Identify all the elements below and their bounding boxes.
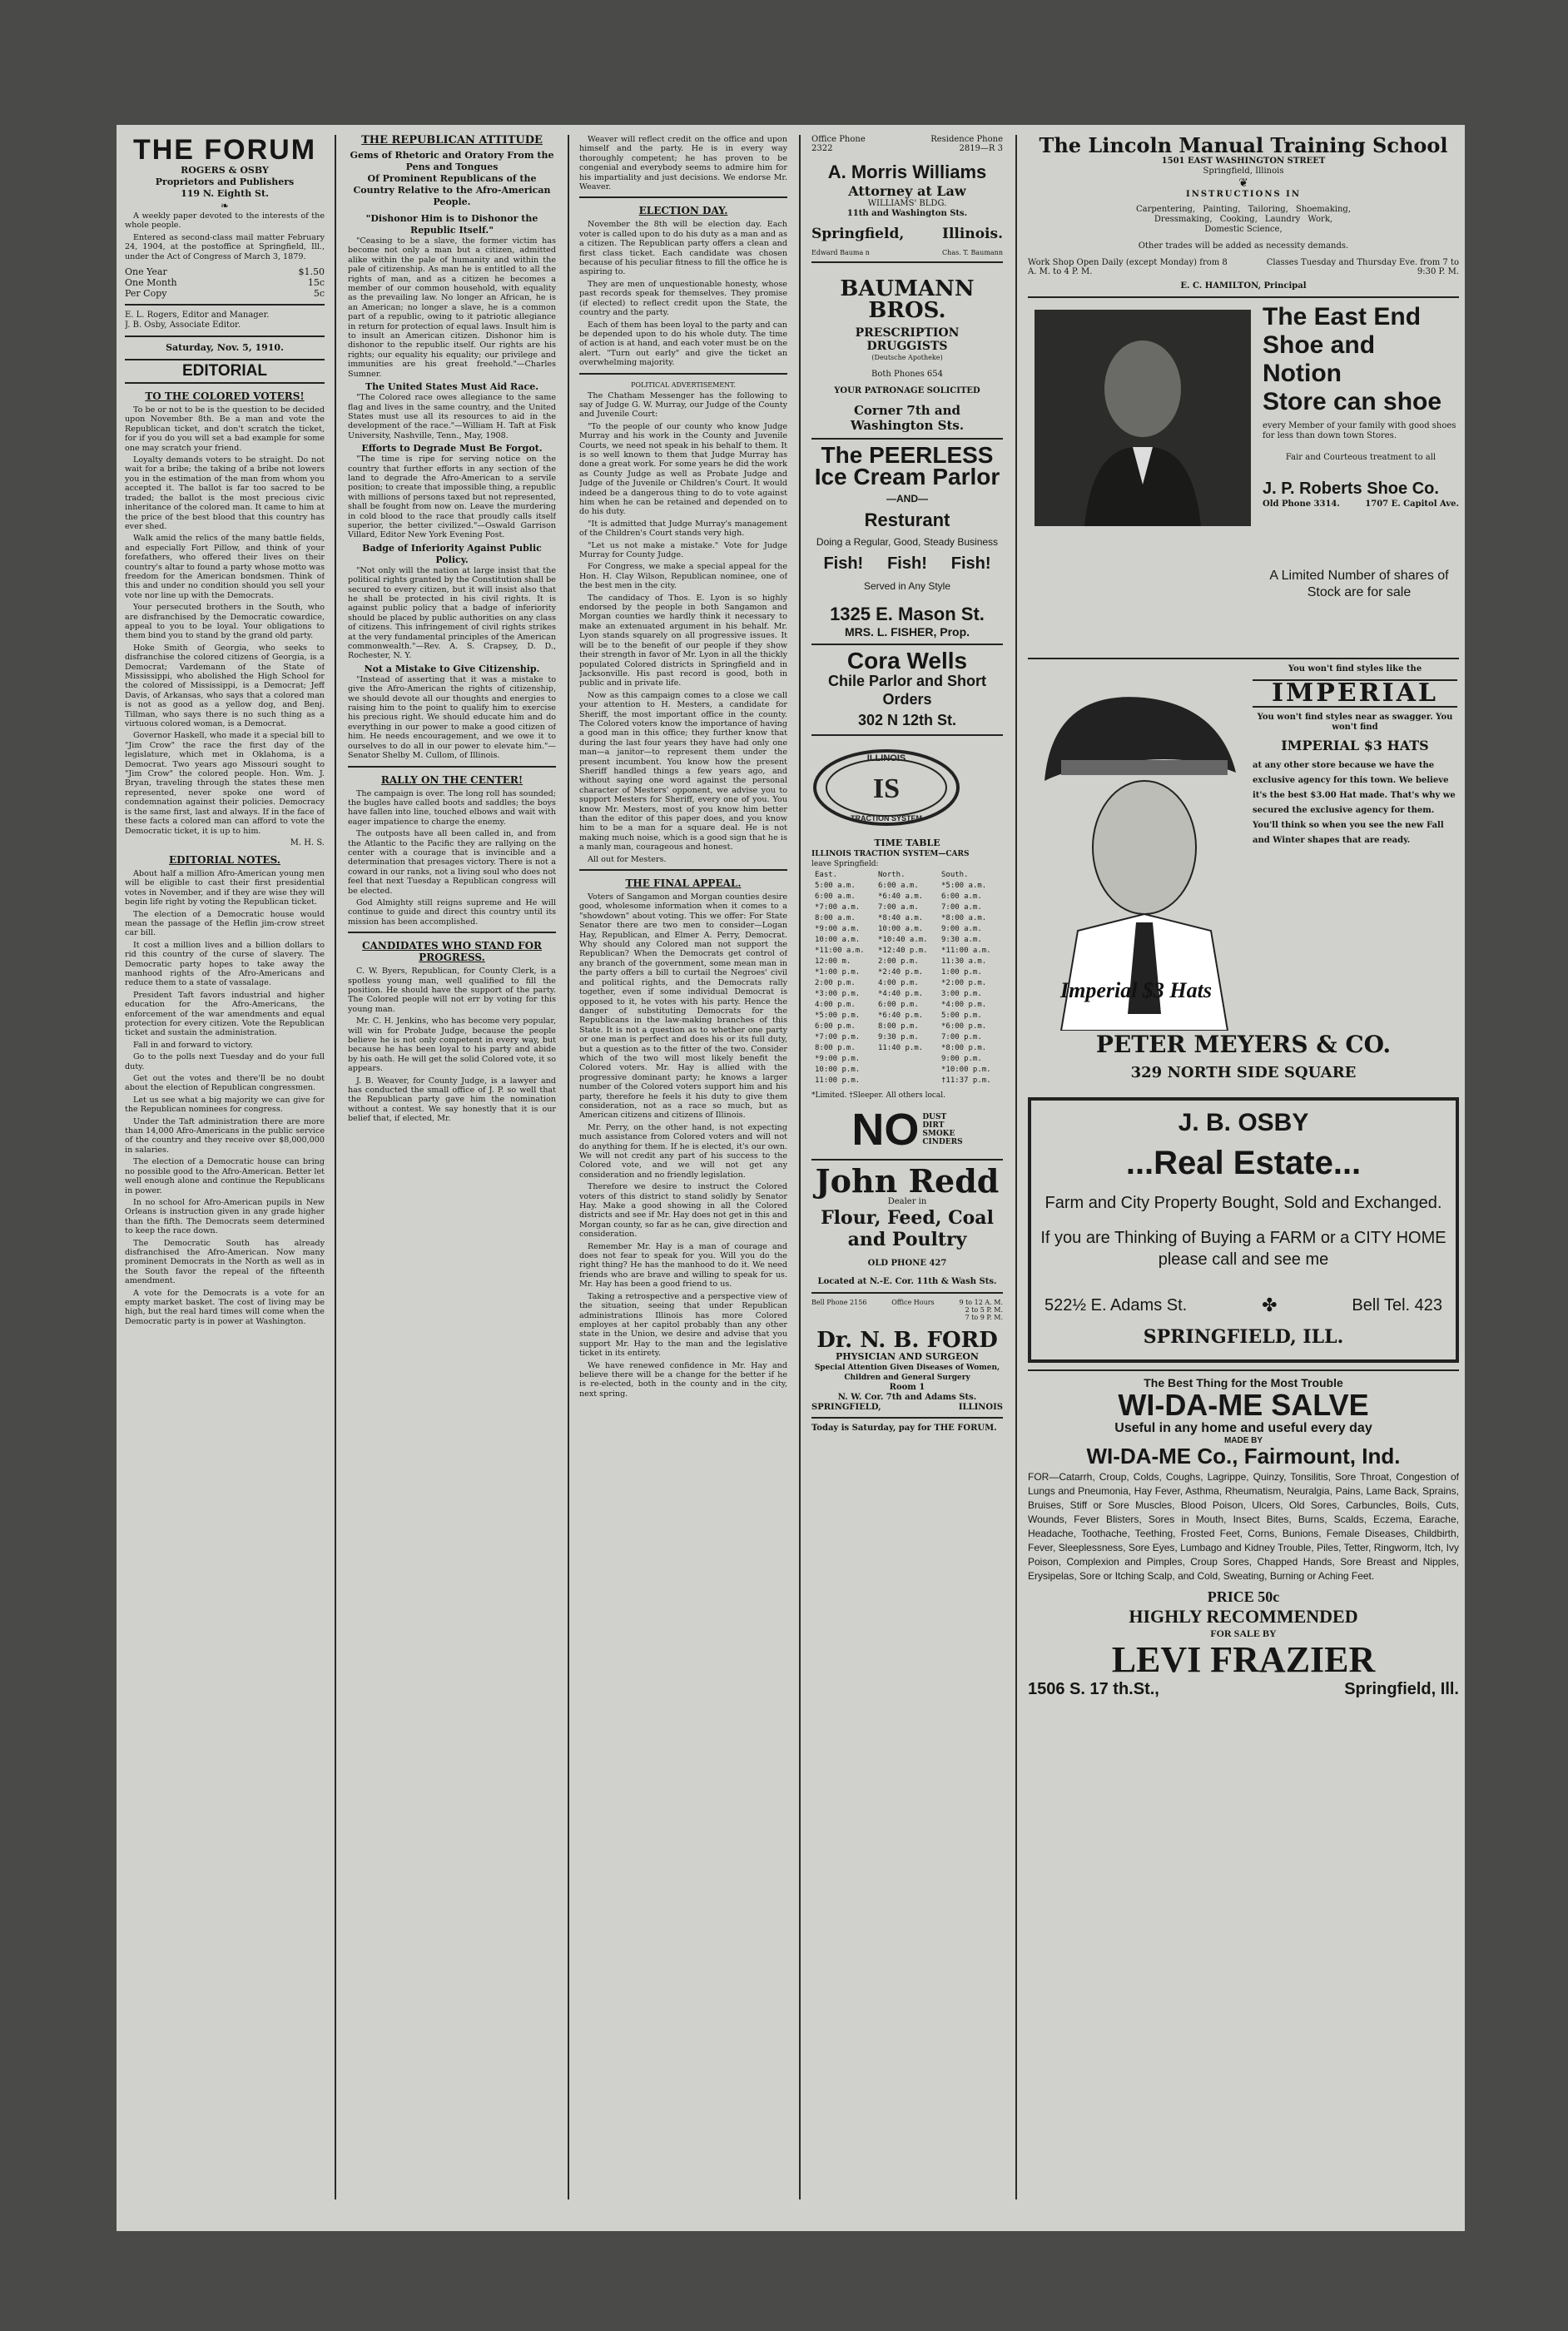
logo-bottom-text: TRACTION SYSTEM (850, 814, 923, 823)
time-table-row (813, 990, 1001, 999)
time-table-row (813, 947, 1001, 956)
today-notice: Today is Saturday, pay for THE FORUM. (811, 1424, 997, 1433)
time-table-cell: 6:00 a.m. (941, 892, 982, 901)
article-title: ELECTION DAY. (638, 205, 728, 217)
article-paragraph: "It is admitted that Judge Murray's management of the Children's Court stands very high. (579, 519, 787, 539)
divider (125, 335, 325, 337)
divider (811, 644, 1003, 645)
article-title: THE FINAL APPEAL. (625, 877, 742, 890)
divider (1028, 1369, 1459, 1371)
time-table-cell: 9:30 p.m. (878, 1033, 919, 1041)
article-paragraph: Your persecuted brothers in the South, who are disfranchised by the Democratic cowardice, appeal to you to be loyal. Your obligations to them bind you to stand by the grand old party. (125, 603, 325, 641)
article-paragraph: Governor Haskell, who made it a special bill to "Jim Crow" the race the first day of the legislature, which met in Oklahoma, is a Democrat. Two years ago Missouri sought to "Jim Crow" the colored people. Hon. Wm. J. Bryan, traveling through the states these men represented, never spoke one word of condemnation against their policies. Democracy is the same first, last and always. If in the face of these facts a colored man can afford to vote the Democratic ticket, it is up to him. (125, 731, 325, 836)
time-table-cell: 2:00 p.m. (815, 979, 856, 987)
fleuron-icon: ✤ (1262, 1295, 1278, 1316)
editorial-heading: EDITORIAL (125, 359, 325, 384)
time-table-cell: 1:00 p.m. (941, 968, 982, 977)
article-paragraph: Remember Mr. Hay is a man of courage and does not fear to speak for you. Will you do the right thing? He has the manhood to do it. We need friends who are brave and willing to speak for us. Mr. Hay has been a good friend to us. (579, 1241, 787, 1290)
time-table-body (813, 882, 1001, 1086)
time-table-cell: 5:00 p.m. (941, 1011, 982, 1020)
article-title: TO THE COLORED VOTERS! (145, 390, 305, 403)
time-table-cell: *9:00 a.m. (815, 925, 861, 933)
article-paragraph: Therefore we desire to instruct the Colored voters of this district to stand solidly by Senator Hay. Make a good showing in all the Colored districts and see if Mr. Hay does not get in this and Morgan county, so far as he can, give direction and consideration. (579, 1182, 787, 1240)
article-paragraph: The outposts have all been called in, and from the Atlantic to the Pacific they are rallying on the center with a courage that is invincible and a determination that presages victory. There is not a coward in our ranks, not a living soul who does not feel that next Tuesday a Republican congress will be elected. (348, 829, 556, 896)
article-paragraph: All out for Mesters. (588, 854, 667, 864)
time-table-cell: *8:00 a.m. (941, 914, 987, 922)
time-table-cell: *2:40 p.m. (878, 968, 924, 977)
time-table-cell (876, 1076, 938, 1086)
subscription-rates (125, 266, 325, 299)
time-table-cell: *9:00 p.m. (815, 1055, 861, 1063)
time-table-row (813, 979, 1001, 988)
column-1 (125, 135, 325, 2199)
article-paragraph: For Congress, we make a special appeal for the Hon. H. Clay Wilson, Republican nominee, one of the best men in the city. (579, 562, 787, 591)
time-table-cell: 8:00 a.m. (815, 914, 856, 922)
time-table-cell: 8:00 p.m. (878, 1022, 919, 1031)
time-table-cell: 9:00 p.m. (941, 1055, 982, 1063)
article-title: Efforts to Degrade Must Be Forgot. (361, 443, 543, 455)
williams-ad: A. Morris Williams Attorney at Law WILLIAMS' BLDG. 11th and Washington Sts. Springfield, Illinois. (811, 162, 1003, 242)
ford-ad: Bell Phone 2156 Office Hours 9 to 12 A. M. 2 to 5 P. M. 7 to 9 P. M. Dr. N. B. FORD PHYSICIAN AND SURGEON Special Attention Given Diseases of Women, Children and General Surgery Room 1 N. W. Cor. 7th and Adams Sts. SPRINGFIELD, ILLINOIS (811, 1299, 1003, 1412)
note-paragraph: The Democratic South has already disfranchised the Afro-American. Now many prominent Democrats in the North as well as in the South favor the repeal of the fifteenth amendment. (125, 1238, 325, 1286)
imperial-logo-text: Imperial $3 Hats (1059, 978, 1213, 1002)
ad-name: Dr. N. B. FORD (816, 1328, 998, 1353)
phone-labels: Office Phone Residence Phone (811, 135, 1003, 144)
time-table-cell: *11:00 a.m. (815, 947, 865, 955)
peerless-ad: The PEERLESS Ice Cream Parlor —AND— Resturant Doing a Regular, Good, Steady Business Fish! Fish! Fish! Served in Any Style 1325 E. Mason St. MRS. L. FISHER, Prop. (811, 445, 1003, 639)
time-table-cell: *11:00 a.m. (941, 947, 991, 955)
bauman-names: Edward Bauma n Chas. T. Baumann (811, 249, 1003, 256)
rate-row: Per Copy 5c (125, 288, 325, 300)
article-paragraph: Voters of Sangamon and Morgan counties desire good, wholesome information when it comes to a "showdown" about voting. This we offer: For State Senator there are two men to consider—Logan Hay, Republican, and Elmer A. Perry, Democrat. Why should any Colored man not support the Republican? When the Democrats get control of any branch of the government, some mean man in the party offers a bill to curtail the Negroes' civil and political rights, and the Democrats rally together, even if some individual Democrat is opposed to it, he votes with his party. Hence the danger of substituting Democrats for the Republicans in the law-making branches of this State. It is not a question as to whether one party or one man is perfect and does his or its full duty, but a question as to the fitter of the two. Consider which of the two will most likely benefit the Colored voters. Mr. Hay is allied with the progressive dominant party; he knows a larger number of the Colored voters support him and his party, therefore he feels it his duty to give them consideration, not as a race so much, but as American citizens and citizens of Illinois. (579, 892, 787, 1121)
divider (811, 1417, 1003, 1419)
article-subtitle: Gems of Rhetoric and Oratory From the Pens and Tongues (350, 150, 554, 172)
article-paragraph: J. B. Weaver, for County Judge, is a lawyer and has conducted the small office of J. P. so well that the Republican party gave him the nomination without a contest. We say honestly that it is our belief that, if elected, Mr. (348, 1076, 556, 1124)
column-rule (335, 135, 336, 2199)
article-paragraph: God Almighty still reigns supreme and He will continue to guide and direct this country until its mission has been accomplished. (348, 897, 556, 927)
time-table-cell: 11:00 p.m. (815, 1076, 861, 1085)
time-table-row (813, 925, 1001, 934)
time-table-cell: 4:00 p.m. (815, 1001, 856, 1009)
time-table: East. North. South. 5:00 a.m. 6:00 a.m. *5:00 a.m. 6:00 a.m. *6:40 a.m. 6:00 a.m. *7:00 a.m. 7:00 a.m. 7:00 a.m. 8:00 a.m. *8:40 a.m. *8:00 a.m. *9:00 a.m. 10:00 a.m. 9:00 a.m. 10:00 a.m. *10:40 a.m. 9:30 a.m. *11:00 a.m. *12:40 p.m. *11:00 a.m. 12:00 m. 2:00 p.m. 11:30 a.m. *1:00 p.m. *2:40 p.m. 1:00 p.m. 2:00 p.m. 4:00 p.m. *2:00 p.m. *3:00 p.m. *4:40 p.m. 3:00 p.m. 4:00 p.m. 6:00 p.m. *4:00 p.m. *5:00 p.m. *6:40 p.m. 5:00 p.m. 6:00 p.m. 8:00 p.m. *6:00 p.m. *7:00 p.m. 9:30 p.m. 7:00 p.m. 8:00 p.m. 11:40 p.m. *8:00 p.m. *9:00 p.m. 9:00 p.m. 10:00 p.m. *10:00 p.m. 11:00 p.m. †11:37 p.m. (811, 869, 1003, 1087)
divider (579, 869, 787, 871)
signature: M. H. S. (290, 837, 325, 847)
logo-top-text: ILLINOIS (866, 753, 906, 763)
time-table-cell: 12:00 m. (815, 957, 851, 966)
article-paragraph: C. W. Byers, Republican, for County Clerk, is a spotless young man, well qualified to fill the position. He should have the support of the party. The Colored people will not err by voting for this young man. (348, 967, 556, 1014)
masthead-role: Proprietors and Publishers (155, 176, 295, 187)
column-4: Office Phone Residence Phone 2322 2819—R 3 A. Morris Williams Attorney at Law WILLIAMS' BLDG. 11th and Washington Sts. Springfield, Illinois. Edward Bauma n Chas. T. Baumann BAUMANN BROS. PRESCRIPTION DRUGGISTS (Deutsche Apotheke) Both Phones 654 YOUR PATRONAGE SOLICITED Corner 7th and Washington Sts. The PEERLESS Ice Cream Parlor —AND— Resturant Doing a Regular, Good, Steady Business Fish! Fish! Fish! Served in Any Style 1325 E. Mason St. MRS. L. FISHER, Prop. Cora Wells Chile Parlor and Short Orders 302 N 12th St. ILLINOIS IS TRACTION SYSTEM TIME TABLE ILLINOIS TRACTION SYSTEM—CARS leave Springfield: East. North. South. 5:00 a.m. 6:00 a.m. *5:00 a.m. 6:00 a.m. *6:40 a.m. 6:00 a.m. *7:00 a.m. 7:00 a.m. 7:00 a.m. 8:00 a.m. *8:40 a.m. *8:00 a.m. *9:00 a.m. 10:00 a.m. 9:00 a.m. 10:00 a.m. *10:40 a.m. 9:30 a.m. *11:00 a.m. *12:40 p.m. *11:00 a.m. 12:00 m. 2:00 p.m. 11:30 a.m. *1:00 p.m. *2:40 p.m. 1:00 p.m. 2:00 p.m. 4:00 p.m. *2:00 p.m. *3:00 p.m. *4:40 p.m. 3:00 p.m. 4:00 p.m. 6:00 p.m. *4:00 p.m. *5:00 p.m. *6:40 p.m. 5:00 p.m. 6:00 p.m. 8:00 p.m. *6:00 p.m. *7:00 p.m. 9:30 p.m. 7:00 p.m. 8:00 p.m. 11:40 p.m. *8:00 p.m. *9:00 p.m. 9:00 p.m. 10:00 p.m. *10:00 p.m. 11:00 p.m. †11:37 p.m. *Limited. †Sleeper. All others local. NO DUST DIRT SMOKE CINDERS John Redd Dealer in Flour, Feed, Coal and Poultry OLD PHONE 427 Located at N.-E. Cor. 11th & Wash Sts. Bell Phone 2156 Office Hours 9 to 12 A. M. 2 to 5 P. M. 7 to 9 P. M. Dr. N. B. FORD PHYSICIAN AND SURGEON Special Attention Given Diseases of Women, Children and General Surgery Room 1 N. W. Cor. 7th and Adams Sts. SPRINGFIELD, ILLINOIS Today is Saturday, pay for THE FORUM. (811, 135, 1003, 1433)
issue-date: Saturday, Nov. 5, 1910. (166, 342, 284, 354)
divider (579, 196, 787, 198)
time-table-title: TIME TABLE (874, 837, 940, 848)
time-table-row (813, 1001, 1001, 1010)
note-paragraph: President Taft favors industrial and higher education for the Afro-Americans, the enforcement of the war amendments and equal protection for every citizen. Vote the Republican ticket and sustain the administration. (125, 990, 325, 1038)
time-table-cell: 10:00 p.m. (815, 1066, 861, 1074)
time-table-cell (876, 1066, 938, 1075)
editor-line: E. L. Rogers, Editor and Manager. (125, 311, 270, 321)
time-table-cell (876, 1055, 938, 1064)
time-table-row (813, 1055, 1001, 1064)
article-paragraph: "Not only will the nation at large insist that the political rights granted by the Constitution shall be secured to every citizen, but it will insist also that he shall be protected in his civil rights. It is against public policy that a badge of inferiority should be placed by public authorities on any class of citizens. This infringement of civil rights strikes at the very fundamental principles of the American commonwealth."—Rev. A. S. Crapsey, D. D., Rochester, N. Y. (348, 565, 556, 661)
cora-wells-ad: Cora Wells Chile Parlor and Short Orders 302 N 12th St. (811, 650, 1003, 729)
wi-da-me-salve-ad: The Best Thing for the Most Trouble WI-DA-ME SALVE Useful in any home and useful every day MADE BY WI-DA-ME Co., Fairmount, Ind. FOR—Catarrh, Croup, Colds, Coughs, Lagrippe, Quinzy, Tonsilitis, Sore Throat, Congestion of Lungs and Pneumonia, Hay Fever, Asthma, Rheumatism, Neuralgia, Pains, Lame Back, Sprains, Bruises, Stiff or Sore Muscles, Blood Poison, Ulcers, Old Sores, Carbuncles, Boils, Cuts, Wounds, Fever Blisters, Sores in Mouth, Insect Bites, Burns, Scalds, Eczema, Earache, Headache, Toothache, Teething, Frosted Feet, Corns, Bunions, Female Diseases, Childbirth, Fever, Sleeplessness, Sore Eyes, Lumbago and Kidney Trouble, Piles, Tetter, Ringworm, Itch, Ivy Poison, Complexion and Pimples, Croup Sores, Chapped Hands, Sore Breast and Nipples, Erysipelas, Sore or Itching Scalp, and Cold, Sweating, Burning or Aching Feet. PRICE 50c HIGHLY RECOMMENDED FOR SALE BY LEVI FRAZIER 1506 S. 17 th.St., Springfield, Ill. (1028, 1376, 1459, 1698)
divider (811, 1292, 1003, 1294)
article-paragraph: "Instead of asserting that it was a mistake to give the Afro-American the rights of citizenship, we should devote all our thoughts and energies to raising him to the point to qualify him to exercise his precious right. We should educate him and do everything in our power to make a good citizen of him. He needs encouragement, and we owe it to ourselves to do all in our power to elevate him."—Senator Shelby M. Cullom, of Illinois. (348, 674, 556, 761)
article-paragraph: "Ceasing to be a slave, the former victim has become not only a man but a citizen, admitted alike within the pale of humanity and within the pale of citizenship. As man he is entitled to all the rights of man, and as a citizen he becomes a member of our common household, with equality as the prevailing law. No longer an African, he is an American; no longer a slave, he is a common part of a republic, owing to it patriotic allegiance in return for protection of equal laws. Insult him is to insult an American citizen. Dishonor him is dishonor to the republic itself. Our rights are his rights; our equality his equality; our privilege and immunities are his great freehold."—Charles Sumner. (348, 236, 556, 379)
article-title: The United States Must Aid Race. (365, 381, 539, 393)
time-table-cell: 9:00 a.m. (941, 925, 982, 933)
time-table-row (813, 957, 1001, 967)
ad-name: A. Morris Williams (827, 162, 987, 182)
ad-name: J. B. OSBY (1178, 1109, 1309, 1136)
divider (1028, 296, 1459, 298)
note-paragraph: Under the Taft administration there are more than 14,000 Afro-Americans in the public service of the country and they receive over $8,000,000 in salaries. (125, 1116, 325, 1155)
time-table-cell: 6:00 p.m. (815, 1022, 856, 1031)
note-paragraph: In no school for Afro-American pupils in New Orleans is instruction given in any grade higher than the fifth. The Democrats seem determined to keep the race down. (125, 1197, 325, 1236)
masthead-entered: Entered as second-class mail matter February 24, 1904, at the postoffice at Springfield, Ill., under the Act of Congress of March 3, 1879. (125, 232, 325, 261)
divider (1028, 658, 1459, 659)
portrait-photo (1035, 310, 1251, 526)
article-paragraph: "The time is ripe for serving notice on the country that further efforts in any section of the land to degrade the Afro-American to a servile position; to create that impossible thing, a republic with millions of persons taxed but not represented, shall be fought from now on. Leave the murdering in cold blood to the race that proudly calls itself superior, the better civilized."—Oswald Garrison Villard, Editor New York Evening Post. (348, 455, 556, 540)
time-table-cell: 5:00 a.m. (815, 882, 856, 890)
article-paragraph: We have renewed confidence in Mr. Hay and believe there will be a change for the better if he is re-elected, both in the county and in the city, next spring. (579, 1360, 787, 1399)
time-table-row (813, 903, 1001, 912)
masthead-title: THE FORUM (132, 135, 317, 166)
article-paragraph: November the 8th will be election day. Each voter is called upon to do his duty as a man and as a citizen. The Republican party offers a clean and first class ticket. Each candidate was chosen because of his peculiar fitness to fill the office he is aspiring to. (579, 220, 787, 277)
masthead-address: 119 N. Eighth St. (181, 188, 269, 199)
time-table-cell: 6:00 a.m. (815, 892, 856, 901)
ad-name: The PEERLESS (821, 442, 994, 468)
column-5 (1028, 135, 1459, 2199)
logo-mid-text: IS (872, 773, 901, 804)
time-table-row (813, 1011, 1001, 1021)
time-table-cell: *2:00 p.m. (941, 979, 987, 987)
note-paragraph: Let us see what a big majority we can give for the Republican nominees for congress. (125, 1095, 325, 1115)
man-portrait-icon (1035, 310, 1251, 526)
note-paragraph: Go to the polls next Tuesday and do your full duty. (125, 1052, 325, 1071)
time-table-cell: *8:40 a.m. (878, 914, 924, 922)
divider (811, 261, 1003, 263)
article-title: EDITORIAL NOTES. (169, 853, 280, 866)
time-table-cell: *10:00 p.m. (941, 1066, 991, 1074)
rate-row: One Year $1.50 (125, 266, 325, 278)
time-table-cell: 11:40 p.m. (878, 1044, 924, 1052)
shoe-store-ad: The East End Shoe and Notion Store can shoe every Member of your family with good shoes for less than down town Stores. Fair and Courteous treatment to all J. P. Roberts Shoe Co. Old Phone 3314. 1707 E. Capitol Ave. A Limited Number of shares of Stock are for sale (1028, 303, 1459, 653)
newspaper-page (117, 125, 1465, 2231)
time-table-cell: *5:00 p.m. (815, 1011, 861, 1020)
masthead-weekly: A weekly paper devoted to the interests of the whole people. (125, 211, 325, 231)
divider (811, 1159, 1003, 1161)
column-3 (579, 135, 787, 2199)
article-title: "Dishonor Him is to Dishonor the Republic Itself." (365, 213, 538, 236)
article-paragraph: "Let us not make a mistake." Vote for Judge Murray for County Judge. (579, 540, 787, 560)
article-paragraph: "The Colored race owes allegiance to the same flag and lives in the same country, and the United States must use all its resources to aid in the development of the race."—William H. Taft at Fisk University, Nashville, Tenn., May, 1908. (348, 393, 556, 440)
article-paragraph: The campaign is over. The long roll has sounded; the bugles have called boots and saddles; the boys have fallen into line, touched elbows and wait with eager impatience to charge the enemy. (348, 788, 556, 827)
divider (348, 932, 556, 933)
ad-name: John Redd (815, 1162, 1000, 1200)
time-table-row (813, 1033, 1001, 1042)
article-paragraph: To be or not to be is the question to be decided upon November 8th. Be a man and vote the Republican ticket, and don't scratch the ticket, for if you do you will set a bad example for some one may scratch your friend. (125, 405, 325, 453)
article-paragraph: "To the people of our county who know Judge Murray and his work in the County and Juvenile Courts, we need not speak in his behalf to them. It is so well known to them that Judge Murray has done a great work. For some years he did the work as County Judge as well as Probate Judge and Judge of the Juvenile or Children's Court. It would indeed be a dangerous thing to do to vote against him when he can be retained and depended on to do his duty. (579, 421, 787, 517)
rate-row: One Month 15c (125, 277, 325, 289)
time-table-cell: 7:00 p.m. (941, 1033, 982, 1041)
note-paragraph: The election of a Democratic house can bring no possible good to the Afro-American. Better let well enough alone and continue the Republicans in power. (125, 1157, 325, 1195)
time-table-row (813, 914, 1001, 923)
note-paragraph: It cost a million lives and a billion dollars to rid this country of the curse of slavery. The Democratic party hopes to take away the manhood rights of the Afro-Americans and reduce them to a state of vassalage. (125, 940, 325, 988)
time-table-row (813, 1076, 1001, 1086)
divider (348, 766, 556, 768)
associate-line: J. B. Osby, Associate Editor. (125, 321, 241, 331)
time-table-cell: 2:00 p.m. (878, 957, 919, 966)
time-table-cell: 6:00 p.m. (878, 1001, 919, 1009)
time-table-cell: *10:40 a.m. (878, 936, 928, 944)
time-table-cell: 10:00 a.m. (815, 936, 861, 944)
article-title: THE REPUBLICAN ATTITUDE (361, 135, 543, 147)
lincoln-school-ad: The Lincoln Manual Training School 1501 EAST WASHINGTON STREET Springfield, Illinois ❦ INSTRUCTIONS IN Carpentering, Painting, Tailoring, Shoemaking, Dressmaking, Cooking, Laundry Work, Domestic Science, Other trades will be added as necessity demands. Work Shop Open Daily (except Monday) from 8 A. M. to 4 P. M. Classes Tuesday and Thursday Eve. from 7 to 9:30 P. M. E. C. HAMILTON, Principal (1028, 135, 1459, 291)
divider (811, 734, 1003, 736)
article-paragraph: Taking a retrospective and a perspective view of the situation, seeing that under Republican administrations Illinois has more Colored employes at her capitol probably than any other state in the Union, we desire and advise that you support Mr. Hay to the man and the legislative ticket in its entirety. (579, 1291, 787, 1359)
traction-system-logo (811, 746, 961, 829)
article-paragraph: Hoke Smith of Georgia, who seeks to disfranchise the colored citizens of Georgia, is a Democrat; Vardemann of the State of Mississippi, who abolished the High School for the colored of Mississippi, is a Democrat; Jeff Davis, of Arkansas, who says that a colored man is not as good as a yellow dog, and Benj. Tillman, who says there is no such thing as a virtuous colored woman, is a Democrat. (125, 643, 325, 729)
time-table-row (813, 1066, 1001, 1075)
time-table-cell: 6:00 a.m. (878, 882, 919, 890)
article-paragraph: Now as this campaign comes to a close we call your attention to H. Mesters, a candidate for Sheriff, the most important office in the county. The Colored voters know the importance of having a good man in this office; they further know that during the last four years they have had only one man—a janitor—to represent them under the present incumbent. You know how the present Sheriff handled things a few years ago, and without saying one word against the personal character of Mesters' opponent, we advise you to support Mesters for Sheriff, every one of you. You know Mr. Mesters, most of you know him better than the editor of this paper does, and you know him to be a man for a square deal. He is not making much noise, which is a good sign that he is a manly man, courageous and honest. (579, 690, 787, 852)
ad-name: BAUMANN BROS. (840, 276, 975, 323)
ad-name: The Lincoln Manual Training School (1039, 135, 1448, 157)
imperial-hats-ad: Imperial $3 Hats You won't find styles like the IMPERIAL You won't find styles near as swagger. You won't find IMPERIAL $3 HATS at any other store because we have the exclusive agency for this town. We believe it's the best $3.00 Hat made. That's why we secured the exclusive agency for them. You'll think so when you see the new Fall and Winter shapes that are ready. PETER MEYERS & CO. 329 NORTH SIDE SQUARE (1028, 664, 1459, 1097)
time-table-cell: 7:00 a.m. (941, 903, 982, 912)
time-table-row (813, 1022, 1001, 1031)
column-rule (568, 135, 569, 2199)
time-table-cell: 8:00 p.m. (815, 1044, 856, 1052)
article-paragraph: The candidacy of Thos. E. Lyon is so highly endorsed by the people in both Sangamon and Morgan counties we hardly think it necessary to make an extenuated argument in his behalf. Mr. Lyon stands squarely on all progressive issues. It will be to the benefit of our people if they show their strength in favor of Mr. Lyon in all the thickly populated Colored districts in Springfield and in Jacksonville. His past record is good, both in public and in private life. (579, 593, 787, 688)
divider (811, 438, 1003, 440)
john-redd-ad: John Redd Dealer in Flour, Feed, Coal and Poultry OLD PHONE 427 Located at N.-E. Cor. 11th & Wash Sts. (811, 1166, 1003, 1287)
osby-real-estate-ad: J. B. OSBY ...Real Estate... Farm and City Property Bought, Sold and Exchanged. If you are Thinking of Buying a FARM or a CITY HOME please call and see me 522½ E. Adams St. ✤ Bell Tel. 423 SPRINGFIELD, ILL. (1028, 1097, 1459, 1363)
time-table-cell: 11:30 a.m. (941, 957, 987, 966)
time-table-cell: *6:40 a.m. (878, 892, 924, 901)
column-2 (348, 135, 556, 2199)
time-table-row (813, 882, 1001, 891)
time-table-cell: 4:00 p.m. (878, 979, 919, 987)
time-table-cell: 3:00 p.m. (941, 990, 982, 998)
note-paragraph: Get out the votes and there'll be no doubt about the election of Republican congressmen. (125, 1074, 325, 1093)
article-paragraph: Mr. Perry, on the other hand, is not expecting much assistance from Colored voters and will not do anything for them. If he is elected, it's our own. We will not credit any part of his success to the Colored vote, and we will not get any consideration and no friendly legislation. (579, 1122, 787, 1180)
ad-name: WI-DA-ME SALVE (1118, 1388, 1369, 1422)
ornament-icon: ❧ (220, 200, 230, 211)
time-table-cell: *1:00 p.m. (815, 968, 861, 977)
time-table-cell: *8:00 p.m. (941, 1044, 987, 1052)
time-table-cell: *3:00 p.m. (815, 990, 861, 998)
time-table-cell: 7:00 a.m. (878, 903, 919, 912)
article-paragraph: Loyalty demands voters to be straight. Do not wait for a bribe; the taking of a bribe not lowers you in the estimation of the man from whom you accepted it. The ballot is far too sacred to be traded; the ballot is the most precious civic inheritance of the colored man. It came to him at the price of the best blood that this country has ever shed. (125, 455, 325, 531)
article-title: Not a Mistake to Give Citizenship. (364, 663, 540, 674)
note-paragraph: Fall in and forward to victory. (133, 1040, 253, 1050)
article-paragraph: Each of them has been loyal to the party and can be depended upon to do his whole duty. The time of action is at hand, and each voter must be on the alert. "Turn out early" and give the ticket an overwhelming majority. (579, 320, 787, 368)
time-table-cell: *5:00 a.m. (941, 882, 987, 890)
time-table-cell: 9:30 a.m. (941, 936, 982, 944)
political-ad-label: POLITICAL ADVERTISEMENT. (631, 380, 736, 389)
time-table-row (813, 968, 1001, 977)
article-paragraph: Weaver will reflect credit on the office and upon himself and the party. He is in every way thoroughly competent; he has proven to be congenial and everybody seems to admire him for his impartiality and just decisions. We endorse Mr. Weaver. (579, 135, 787, 192)
note-paragraph: The election of a Democratic house would mean the passage of the Heflin jim-crow street car bill. (125, 909, 325, 938)
baumann-ad: BAUMANN BROS. PRESCRIPTION DRUGGISTS (Deutsche Apotheke) Both Phones 654 YOUR PATRONAGE SOLICITED Corner 7th and Washington Sts. (811, 278, 1003, 433)
time-table-row (813, 936, 1001, 945)
time-table-cell: *7:00 p.m. (815, 1033, 861, 1041)
ornament-icon: ❦ (1238, 176, 1248, 190)
ad-name: IMPERIAL (1253, 679, 1457, 708)
column-rule (1015, 135, 1017, 2199)
divider (125, 304, 325, 306)
note-paragraph: A vote for the Democrats is a vote for an empty market basket. The cost of living may be high, but the real hard times will come when the Democratic party is in power at Washington. (125, 1288, 325, 1326)
no-dust-ad: NO DUST DIRT SMOKE CINDERS (851, 1105, 963, 1155)
article-paragraph: They are men of unquestionable honesty, whose past records speak for themselves. They promise (if elected) to reflect credit upon the State, the country and the party. (579, 279, 787, 318)
time-table-cell: *4:00 p.m. (941, 1001, 987, 1009)
article-paragraph: Walk amid the relics of the many battle fields, and especially Fort Pillow, and think of your forefathers, who offered their lives on their country's altar to found a party whose motto was freedom for the American bondsmen. Think of this and under no condition should you sell your vote nor line up with the Democrats. (125, 534, 325, 600)
time-table-row (813, 892, 1001, 902)
time-table-cell: *4:40 p.m. (878, 990, 924, 998)
time-table-cell: 10:00 a.m. (878, 925, 924, 933)
time-table-cell: *7:00 a.m. (815, 903, 861, 912)
article-title: Badge of Inferiority Against Public Policy. (362, 542, 542, 565)
hat-illustration-icon (1028, 681, 1244, 1031)
article-title: CANDIDATES WHO STAND FOR PROGRESS. (361, 940, 543, 964)
article-subtitle: Of Prominent Republicans of the Country Relative to the Afro-American People. (353, 173, 551, 207)
article-title: RALLY ON THE CENTER! (380, 773, 523, 786)
article-paragraph: Mr. C. H. Jenkins, who has become very popular, will win for Probate Judge, because the people believe he is not only competent in every way, but because he has been loyal to his party and abide by his oath. He will get the solid Colored vote, it so appears. (348, 1016, 556, 1074)
time-table-cell: *6:00 p.m. (941, 1022, 987, 1031)
time-table-row (813, 1044, 1001, 1053)
note-paragraph: About half a million Afro-American young men will be eligible to cast their first presidential votes in November, and if they are wise they will begin life right by voting the Republican ticket. (125, 868, 325, 907)
time-table-cell: *6:40 p.m. (878, 1011, 924, 1020)
time-table-cell: †11:37 p.m. (941, 1076, 991, 1085)
ad-name: Cora Wells (846, 648, 968, 673)
phone-numbers: 2322 2819—R 3 (811, 144, 1003, 153)
masthead-publishers: ROGERS & OSBY (181, 165, 269, 176)
divider (579, 373, 787, 375)
article-paragraph: The Chatham Messenger has the following to say of Judge G. W. Murray, our Judge of the County and Juvenile Court: (579, 390, 787, 420)
time-table-cell: *12:40 p.m. (878, 947, 928, 955)
column-rule (799, 135, 801, 2199)
